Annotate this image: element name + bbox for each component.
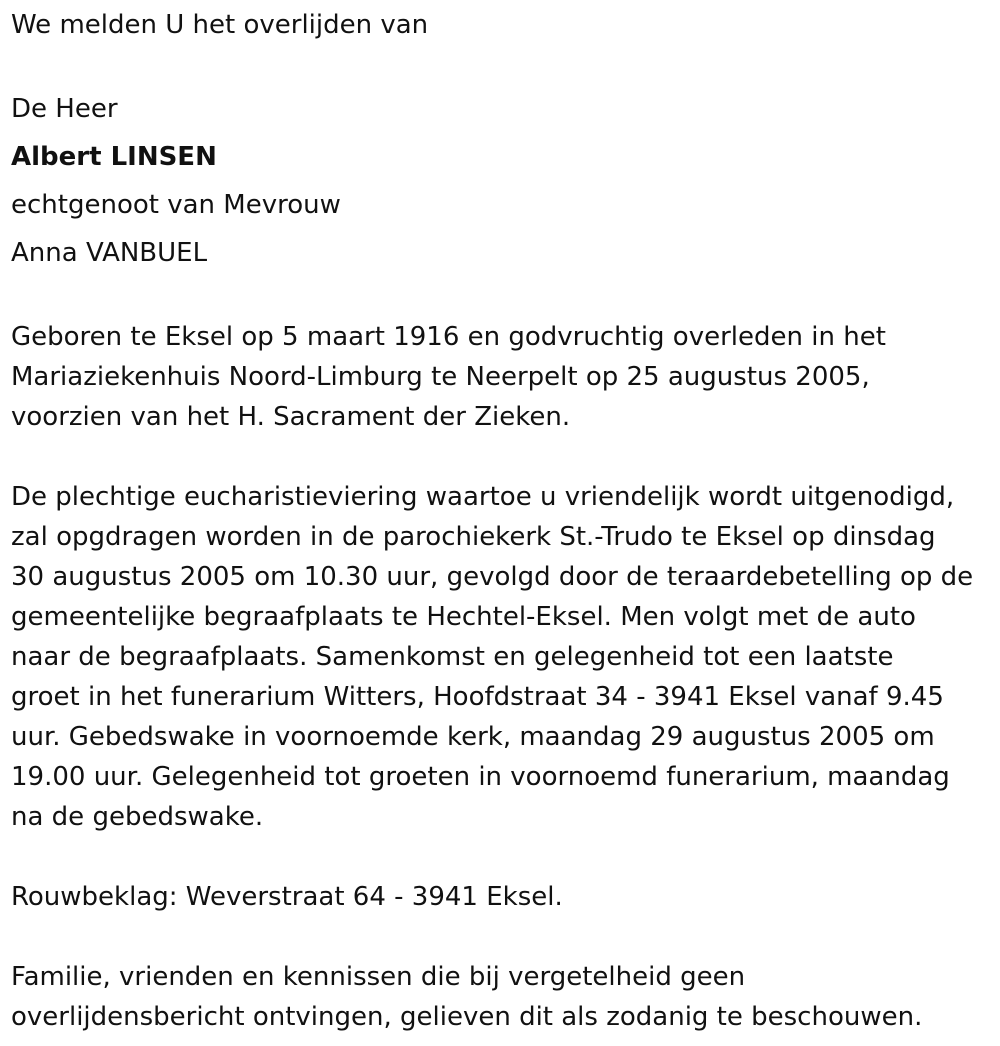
paragraph-line: na de gebedswake. (11, 802, 264, 832)
closing-paragraph (11, 957, 989, 1037)
paragraph-line: groet in het funerarium Witters, Hoofdstraat 34 - 3941 Eksel vanaf 9.45 (11, 682, 944, 712)
paragraph-line: 19.00 uur. Gelegenheid tot groeten in voornoemd funerarium, maandag (11, 762, 950, 792)
spacer (11, 837, 989, 877)
paragraph-line: Mariaziekenhuis Noord-Limburg te Neerpelt op 25 augustus 2005, (11, 362, 870, 392)
deceased-name: Albert LINSEN (11, 142, 217, 172)
paragraph-line: overlijdensbericht ontvingen, gelieven dit als zodanig te beschouwen. (11, 1002, 923, 1032)
paragraph-line: Geboren te Eksel op 5 maart 1916 en godvruchtig overleden in het (11, 322, 886, 352)
intro-text: We melden U het overlijden van (11, 10, 429, 40)
deceased-block (11, 85, 989, 277)
paragraph-line: 30 augustus 2005 om 10.30 uur, gevolgd door de teraardebetelling op de (11, 562, 974, 592)
spacer (11, 437, 989, 477)
paragraph-line: zal opgdragen worden in de parochiekerk St.-Trudo te Eksel op dinsdag (11, 522, 936, 552)
paragraph-line: De plechtige eucharistieviering waartoe u vriendelijk wordt uitgenodigd, (11, 482, 955, 512)
spouse-label: echtgenoot van Mevrouw (11, 190, 341, 220)
spouse-name: Anna VANBUEL (11, 238, 208, 268)
spacer (11, 277, 989, 317)
spacer (11, 45, 989, 85)
paragraph-line: uur. Gebedswake in voornoemde kerk, maandag 29 augustus 2005 om (11, 722, 935, 752)
paragraph-line: voorzien van het H. Sacrament der Zieken. (11, 402, 571, 432)
birth-paragraph (11, 317, 989, 437)
paragraph-line: naar de begraafplaats. Samenkomst en gelegenheid tot een laatste (11, 642, 894, 672)
ceremony-paragraph (11, 477, 989, 837)
paragraph-line: gemeentelijke begraafplaats te Hechtel-Eksel. Men volgt met de auto (11, 602, 916, 632)
condolence-address: Rouwbeklag: Weverstraat 64 - 3941 Eksel. (11, 882, 563, 912)
spacer (11, 917, 989, 957)
honorific: De Heer (11, 94, 118, 124)
paragraph-line: Familie, vrienden en kennissen die bij vergetelheid geen (11, 962, 746, 992)
